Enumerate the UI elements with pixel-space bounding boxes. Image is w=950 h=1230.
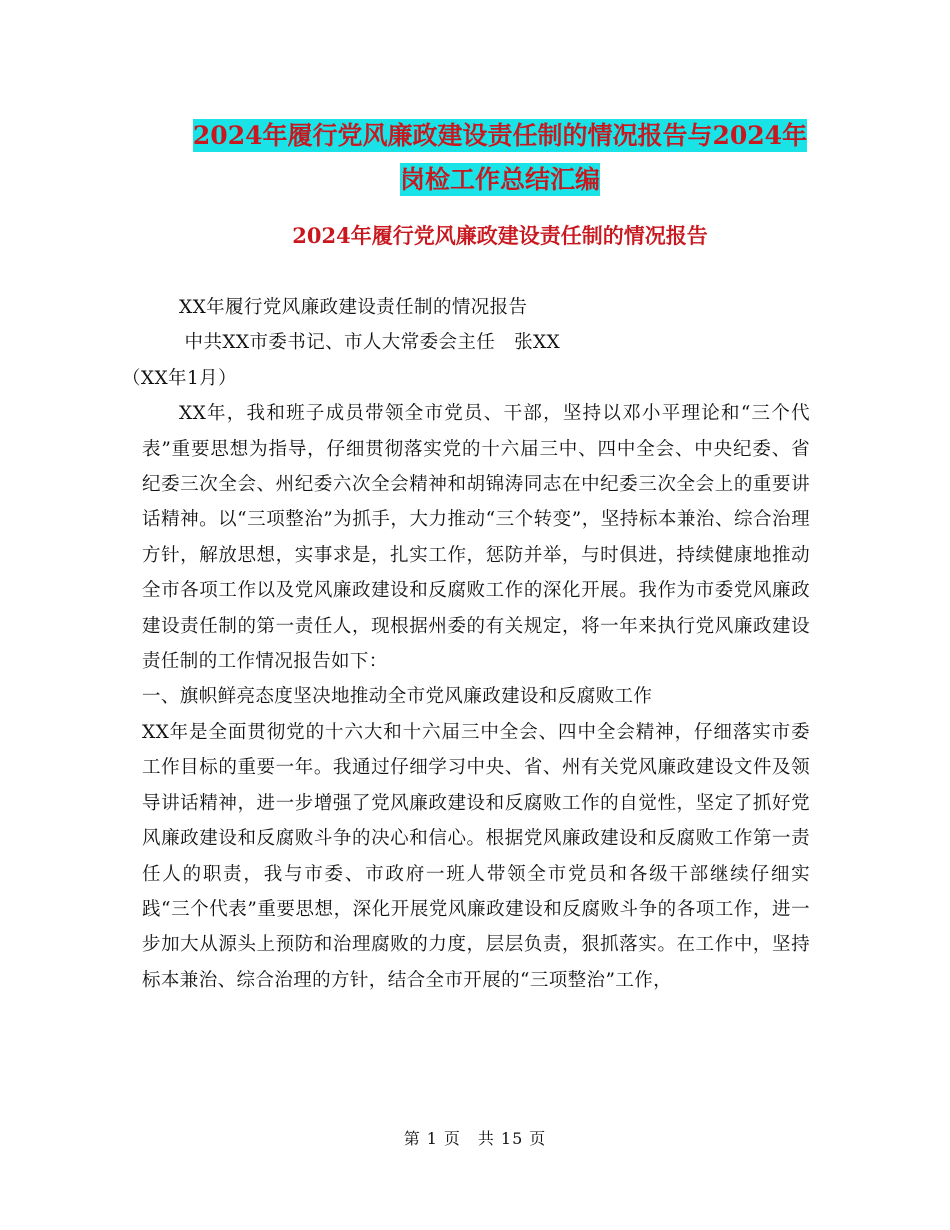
footer-total-pages: 15 (500, 1129, 524, 1148)
document-body (122, 290, 810, 998)
page-footer (0, 1126, 950, 1149)
footer-prefix: 第 (403, 1129, 421, 1148)
footer-page-number: 1 (426, 1129, 438, 1148)
paragraph-2: XX年是全面贯彻党的十六大和十六届三中全会、四中全会精神，仔细落实市委工作目标的重要一年。我通过仔细学习中央、省、州有关党风廉政建设文件及领导讲话精神，进一步增强了党风廉政建设和反腐败工作的自觉性，坚定了抓好党风廉政建设和反腐败斗争的决心和信心。根据党风廉政建设和反腐败工作第一责任人的职责，我与市委、市政府一班人带领全市党员和各级干部继续仔细实践“三个代表”重要思想，深化开展党风廉政建设和反腐败斗争的各项工作，进一步加大从源头上预防和治理腐败的力度，层层负责，狠抓落实。在工作中，坚持标本兼治、综合治理的方针，结合全市开展的“三项整治”工作， (142, 721, 810, 991)
section-title: 2024年履行党风廉政建设责任制的情况报告 (292, 223, 708, 248)
main-title-line2: 岗检工作总结汇编 (399, 165, 600, 194)
footer-suffix: 页 (529, 1129, 547, 1148)
report-date: （XX年1月） (122, 367, 237, 389)
footer-middle: 页 共 (443, 1129, 495, 1148)
heading-1: 一、旗帜鲜亮态度坚决地推动全市党风廉政建设和反腐败工作 (142, 686, 653, 708)
report-author: 中共XX市委书记、市人大常委会主任 张XX (184, 332, 561, 354)
main-title-line1: 2024年履行党风廉政建设责任制的情况报告与2024年 (192, 121, 808, 150)
paragraph-1: XX年，我和班子成员带领全市党员、干部，坚持以邓小平理论和“三个代表”重要思想为指导，仔细贯彻落实党的十六届三中、四中全会、中央纪委、省纪委三次全会、州纪委六次全会精神和胡锦涛同志在中纪委三次全会上的重要讲话精神。以“三项整治”为抓手，大力推动“三个转变”，坚持标本兼治、综合治理方针，解放思想，实事求是，扎实工作，惩防并举，与时俱进，持续健康地推动全市各项工作以及党风廉政建设和反腐败工作的深化开展。我作为市委党风廉政建设责任制的第一责任人，现根据州委的有关规定，将一年来执行党风廉政建设责任制的工作情况报告如下： (142, 403, 810, 673)
main-title (140, 114, 860, 202)
report-title: XX年履行党风廉政建设责任制的情况报告 (179, 297, 528, 318)
